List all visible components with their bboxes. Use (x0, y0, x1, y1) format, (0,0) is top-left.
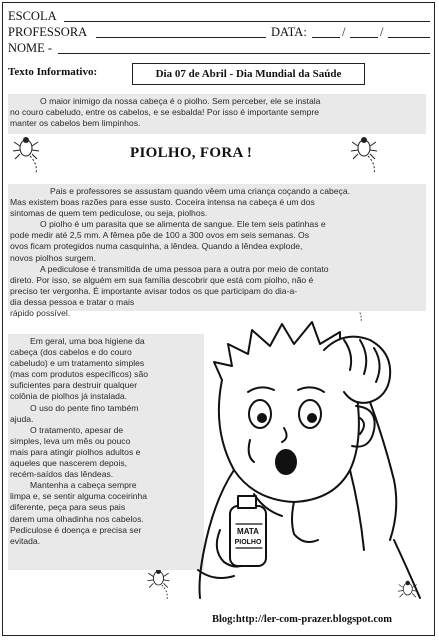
nome-label: NOME - (8, 41, 53, 55)
body-line: A pediculose é transmitida de uma pessoa para a outra por meio de contato (40, 263, 329, 274)
body-line: rápido possível. (10, 308, 71, 319)
body-line: sintomas de quem tem pediculose, ou seja, piolhos. (10, 208, 208, 219)
body-line: cabeça (dos cabelos e do couro (10, 347, 132, 358)
body-line: limpa e, se sentir alguma coceirinha (10, 491, 148, 502)
boy-scratching-head-illustration (194, 310, 426, 600)
footer-blog: Blog:http://ler-com-prazer.blogspot.com (212, 614, 393, 625)
body-line: darem uma olhadinha nos cabelos. (10, 513, 144, 524)
info-label: Texto Informativo: (8, 66, 98, 78)
body-line: cabeludo) e um tratamento simples (10, 358, 145, 369)
professora-label: PROFESSORA (8, 25, 88, 39)
body-line: pode medir até 2,5 mm. A fêmea põe de 100 a 300 ovos em seis semanas. Os (10, 230, 310, 241)
nome-line[interactable] (58, 53, 430, 54)
intro-line: no couro cabeludo, entre os cabelos, e se esbalda! Por isso é importante sempre (10, 107, 320, 118)
body-line: suficientes para destruir qualquer (10, 380, 138, 391)
body-paragraphs (10, 186, 424, 319)
body-line: O piolho é um parasita que se alimenta de sangue. Ele tem seis patinhas e (40, 219, 326, 230)
body-line: colônia de piolhos já instalada. (10, 391, 128, 402)
body-line: O tratamento, apesar de (30, 424, 124, 435)
page-title: PIOLHO, FORA ! (130, 145, 253, 161)
body-line: Mas existem boas razões para esse susto. Coceira intensa na cabeça é um dos (10, 197, 315, 208)
intro-line: manter os cabelos bem limpinhos. (10, 118, 141, 129)
louse-icon (350, 136, 384, 176)
column-paragraphs (10, 336, 202, 547)
bottle-label: MATA (237, 527, 259, 536)
body-line: ovos ficam protegidos numa casquinha, a lêndea. Quando a lêndea explode, (10, 241, 303, 252)
body-line: simples, leva um mês ou pouco (10, 435, 131, 446)
body-line: (mas com produtos específicos) são (10, 369, 149, 380)
body-line: evitada. (10, 535, 41, 546)
date-month-line[interactable] (350, 37, 378, 38)
body-line: O uso do pente fino também (30, 402, 139, 413)
body-line: dia dessa pessoa e tratar o mais (10, 296, 135, 307)
professora-line[interactable] (96, 37, 266, 38)
body-line: recém-saídos das lêndeas. (10, 469, 114, 480)
body-line: direto. Por isso, se alguém em sua família descobrir que está com piolho, não é (10, 274, 314, 285)
intro-line: O maior inimigo da nossa cabeça é o piolho. Sem perceber, ele se instala (40, 96, 321, 106)
louse-icon (146, 568, 176, 602)
body-line: Pediculose é doença e precisa ser (10, 524, 142, 535)
escola-label: ESCOLA (8, 9, 57, 23)
escola-line[interactable] (64, 21, 430, 22)
body-line: novos piolhos surgem. (10, 252, 96, 263)
body-line: diferente, peça para seus pais (10, 502, 126, 513)
body-line: mais para atingir piolhos adultos e (10, 446, 141, 457)
date-year-line[interactable] (388, 37, 430, 38)
intro-paragraph (10, 96, 424, 129)
body-line: Em geral, uma boa higiene da (30, 336, 145, 346)
body-line: Mantenha a cabeça sempre (30, 480, 137, 491)
body-line: ajuda. (10, 413, 34, 424)
svg-text:PIOLHO: PIOLHO (234, 539, 262, 546)
body-line: aqueles que nascerem depois, (10, 458, 128, 469)
body-line: Pais e professores se assustam quando vêem uma criança coçando a cabeça. (50, 186, 350, 196)
date-box: Dia 07 de Abril - Dia Mundial da Saúde (132, 63, 365, 85)
data-label: DATA: (271, 25, 307, 39)
louse-icon (12, 136, 46, 176)
date-day-line[interactable] (312, 37, 340, 38)
body-line: preciso ter vergonha. É importante avisar todos os que participam do dia-a- (10, 285, 298, 296)
